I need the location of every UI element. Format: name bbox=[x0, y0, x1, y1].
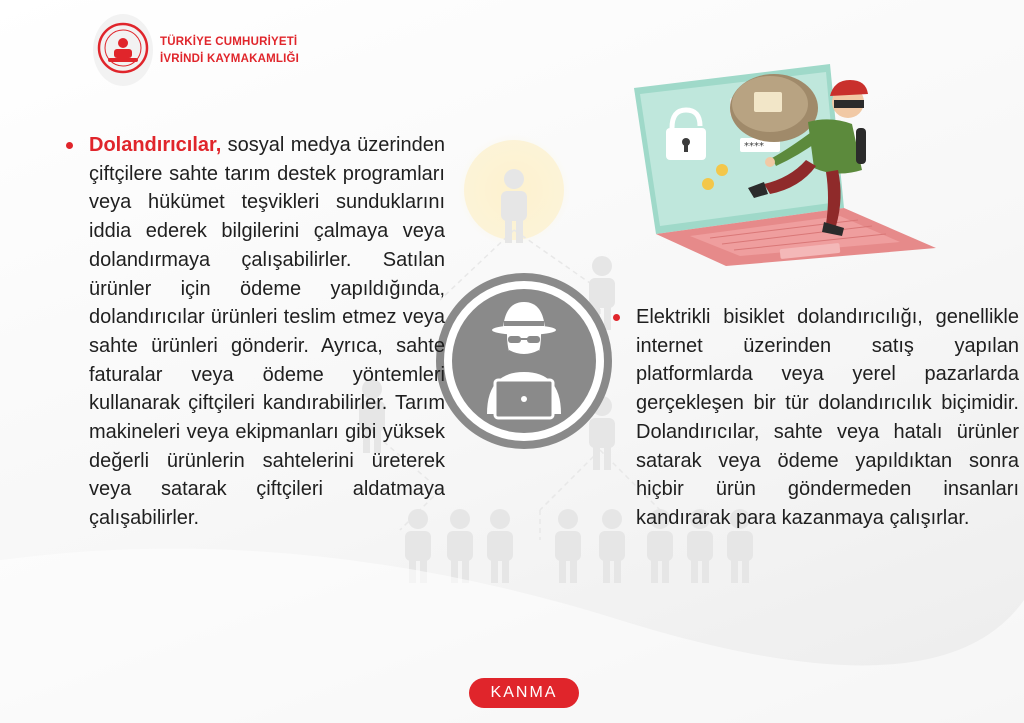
right-paragraph: Elektrikli bisiklet dolandırıcılığı, genellikle internet üzerinden satış yapılan platformlarda veya yerel pazarlarda gerçekleşen bir tür dolandırıcılık biçimidir. Dolandırıcılar, sahte veya hatalı ürünler satarak veya ödeme yapıldıktan sonra hiçbir ürün göndermeden insanları kandırarak para kazanmaya çalışırlar. bbox=[636, 306, 1019, 529]
left-text-block bbox=[89, 131, 445, 533]
lead-word: Dolandırıcılar, bbox=[89, 134, 222, 156]
left-paragraph: sosyal medya üzerinden çiftçilere sahte tarım destek programları veya hükümet teşvikleri sunduklarını iddia ederek bilgilerini çalmaya veya dolandırmaya çalışabilirler. Satılan ürünler için ödeme yapıldığında, dolandırıcılar ürünleri teslim etmez veya sahte ürünleri gönderir. Ayrıca, sahte faturalar veya ödeme yöntemleri kullanarak çiftçileri kandırabilirler. Tarım makineleri veya ekipmanları gibi yüksek değerli ürünlerin sahtelerini üreterek veya satarak çiftçileri aldatmaya çalışabilirler. bbox=[89, 134, 445, 530]
hacker-icon bbox=[435, 272, 613, 450]
organization-name bbox=[160, 34, 299, 68]
right-text-block bbox=[636, 303, 1019, 533]
government-seal-icon bbox=[92, 12, 154, 88]
org-line-2: İVRİNDİ KAYMAKAMLIĞI bbox=[160, 53, 300, 65]
header bbox=[92, 12, 412, 88]
bullet-icon bbox=[66, 142, 73, 149]
svg-text:****: **** bbox=[744, 141, 764, 152]
thief-laptop-illustration bbox=[630, 58, 940, 268]
bullet-icon bbox=[613, 314, 620, 321]
kanma-badge: KANMA bbox=[469, 678, 579, 708]
org-line-1: TÜRKİYE CUMHURİYETİ bbox=[160, 36, 298, 48]
